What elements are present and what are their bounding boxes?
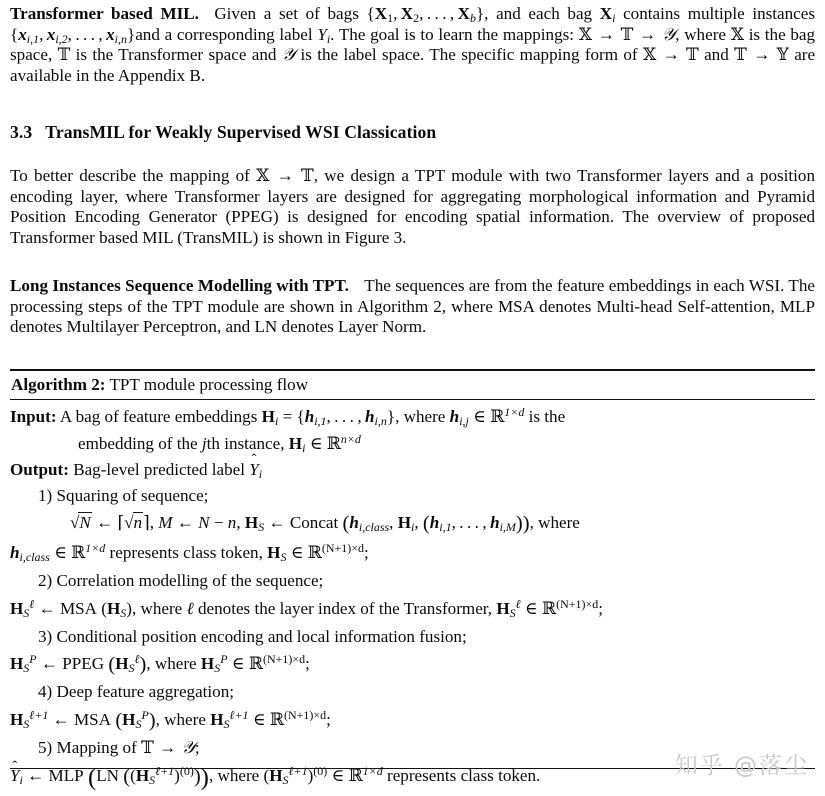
section-heading (10, 122, 815, 142)
input-text-b: , where (395, 407, 446, 426)
segment-j: is the Transformer space and (75, 45, 277, 65)
step-4-tail-a: , where (155, 709, 206, 729)
paragraph-transformer-based-mil (10, 4, 815, 86)
msa-op: MSA (59, 598, 97, 618)
math-sqrt-n-assign: √N ← ⌈√n⌉, M ← N − n, $H_S$ ← Concat ($h_{i,class}$, $H_i$, ($h_{i,1}$, . . . , $h_{i,M}$)) (70, 512, 530, 535)
segment-k: is the label (300, 45, 377, 65)
math-y-hat-mlp-ln: Y $_i$ ← MLP (LN $((H_S^{\ell+1})^{(0)})$) (10, 763, 209, 791)
math-instance-set: {$x_{i,1}$, $x_{i,2}$, . . . , $x_{i,n}$} (10, 24, 136, 46)
paragraph-to-better-describe (10, 166, 815, 248)
segment-g: mappings: (502, 24, 575, 44)
math-mapping-x-to-t: 𝕏 → 𝕋 (256, 166, 314, 186)
algorithm-step-3-formula (10, 649, 815, 679)
step-1-tail-a: , where (529, 513, 580, 532)
step-number: 3) (38, 626, 53, 646)
step-number: 2) (38, 571, 53, 590)
step-3-tail-a: , where (146, 654, 197, 673)
algorithm-step-1-title (10, 483, 815, 509)
paragraph-runin-label: Long Instances Sequence Modelling with TPT. (10, 276, 349, 295)
input-label: Input: (10, 407, 57, 426)
step-1-tail-b: represents class token, (109, 543, 263, 562)
output-label: Output: (10, 460, 69, 479)
step-title: Correlation modelling of the sequence; (56, 571, 324, 590)
input-text-c: is the (528, 407, 566, 426)
algorithm-step-4-formula (10, 705, 815, 735)
math-script-y: 𝒴 (281, 45, 296, 66)
algorithm-body (10, 400, 815, 791)
algorithm-step-3-title (10, 624, 815, 650)
math-mapping-chain: 𝕏 → 𝕋 → 𝒴 (578, 24, 676, 45)
step-title-a: Mapping of (56, 737, 137, 757)
segment-h: , where (675, 24, 726, 44)
paragraph-runin-label: Transformer based MIL. (10, 4, 199, 23)
math-label-yi: $Y_i$ (317, 24, 331, 46)
math-ell: ℓ (186, 598, 194, 618)
math-h-ij-in-r: $h_{i,j}$ ∈ ℝ$^{1\times d}$ (449, 404, 525, 429)
watermark: 知乎 @落尘 (674, 753, 809, 779)
segment-l: space. The specific mapping form of (382, 45, 638, 65)
segment-a: Given a set of bags (214, 4, 359, 23)
step-title: Squaring of sequence; (56, 485, 209, 505)
segment-a: To better describe the mapping of (10, 166, 250, 185)
paragraph-text (10, 276, 815, 338)
math-hs-p-in-r: $H_S^P$ ∈ ℝ$^{(N+1)\times d}$; (200, 651, 310, 676)
input-line2-b: th instance, (206, 433, 285, 453)
math-j-index: j (201, 433, 207, 453)
step-2-tail-a: , where (131, 598, 183, 618)
ln-op: LN (96, 766, 119, 785)
step-number: 1) (38, 485, 53, 505)
math-mapping-t-to-y: 𝕋 → 𝕐 (734, 45, 789, 66)
step-title: Deep feature aggregation; (56, 682, 235, 701)
algorithm-step-2-formula (10, 594, 815, 624)
step-5-tail-a: , where (208, 766, 260, 785)
ppeg-op: PPEG (62, 654, 105, 673)
math-h-class-in-r: $h_{i,class}$ ∈ ℝ$^{1\times d}$ (10, 540, 106, 565)
algorithm-input-line-2 (10, 431, 815, 458)
section-number: 3.3 (10, 122, 33, 142)
algorithm-input-line-1 (10, 404, 815, 431)
paragraph-long-instances (10, 276, 815, 338)
algorithm-caption: TPT module processing flow (109, 375, 309, 394)
section-heading-3-3 (10, 122, 815, 142)
output-text: Bag-level predicted label (73, 460, 245, 479)
algorithm-step-1-formula-line-2 (10, 538, 815, 568)
input-line2-a: embedding of the (78, 433, 198, 453)
math-hs-p-ppeg: $H_S^P$ ← PPEG $(H_S^\ell)$ (10, 651, 147, 676)
segment-d: multiple instances (687, 4, 815, 23)
concat-op: Concat (289, 513, 339, 532)
math-bag-set: {$X_1$, $X_2$, . . . , $X_b$} (366, 4, 485, 26)
segment-b: , and each bag (484, 4, 593, 23)
paragraph-text (10, 4, 815, 86)
algorithm-step-1-formula-line-1 (10, 508, 815, 538)
segment-m: and (704, 45, 729, 65)
algorithm-caption-row (10, 371, 815, 399)
math-hs-ell1-msa: $H_S^{\ell+1}$ ← MSA $(H_S^P)$ (10, 707, 156, 732)
algorithm-output-line (10, 457, 815, 483)
segment-e: and a corresponding label (135, 24, 313, 44)
msa-op: MSA (73, 709, 112, 729)
step-5-tail-b: represents class token. (387, 766, 541, 785)
step-number: 5) (38, 737, 53, 757)
step-2-tail-b: denotes the layer index of the Transformer, (197, 598, 493, 618)
segment-c: contains (623, 4, 681, 23)
math-hs-ell-in-r: $H_S^\ell$ ∈ ℝ$^{(N+1)\times d}$; (496, 596, 603, 620)
section-title: TransMIL for Weakly Supervised WSI Classication (45, 122, 437, 142)
mlp-op: MLP (48, 766, 84, 785)
math-hs-in-r: $H_S$ ∈ ℝ$^{(N+1)\times d}$; (267, 540, 369, 565)
segment-i: is the bag space, (10, 24, 816, 65)
step-title-b: ; (194, 737, 200, 757)
input-text-a: A bag of feature embeddings (59, 407, 258, 426)
segment-f: . The goal is to learn the (330, 24, 499, 44)
math-y-hat-i: Y $_i$ (249, 460, 263, 482)
math-hs-ell-msa: $H_S^\ell$ ← MSA $(H_S)$ (10, 596, 132, 620)
algorithm-step-4-title (10, 679, 815, 705)
math-mapping-t-to-script-y: 𝕋 → 𝒴 (141, 737, 195, 758)
math-bag-xi: $X_i$ (599, 4, 616, 26)
math-bb-t: 𝕋 (57, 45, 71, 66)
segment-b: , we design a TPT module with two Transformer layers and a position encoding layer, where Transformer layers are designed for aggregating morphological information and Pyramid Position Encoding Generator (PPEG) is designed for encoding spatial information. The overview of proposed Transformer based MIL (TransMIL) is shown in Figure 3. (10, 166, 816, 247)
step-number: 4) (38, 682, 53, 701)
math-h-i-set: $H_i = \{h_{i,1}$, . . . , $h_{i,n}$} (261, 407, 396, 429)
math-mapping-x-to-t: 𝕏 → 𝕋 (642, 45, 699, 66)
algorithm-step-2-title (10, 568, 815, 594)
segment-n: are available in the Appendix B. (10, 45, 816, 85)
paragraph-body: The sequences are from the feature embeddings in each WSI. The processing steps of the TPT module are shown in Algorithm 2, where MSA denotes Multi-head Self-attention, MLP denotes Multilayer Perceptron, and LN denotes Layer Norm. (10, 276, 816, 337)
algorithm-block (10, 369, 815, 791)
step-title: Conditional position encoding and local information fusion; (56, 626, 467, 646)
paragraph-text (10, 166, 815, 248)
math-hs-ell1-zero-in-r: $(H_S^{\ell+1})^{(0)}$ ∈ ℝ$^{1\times d}$ (263, 763, 383, 788)
algorithm-label: Algorithm 2: (11, 375, 106, 394)
math-bb-x: 𝕏 (730, 24, 744, 45)
math-hs-ell1-in-r: $H_S^{\ell+1}$ ∈ ℝ$^{(N+1)\times d}$; (210, 707, 331, 731)
math-h-i-in-r: $H_i$ ∈ ℝ$^{n\times d}$ (288, 431, 361, 455)
